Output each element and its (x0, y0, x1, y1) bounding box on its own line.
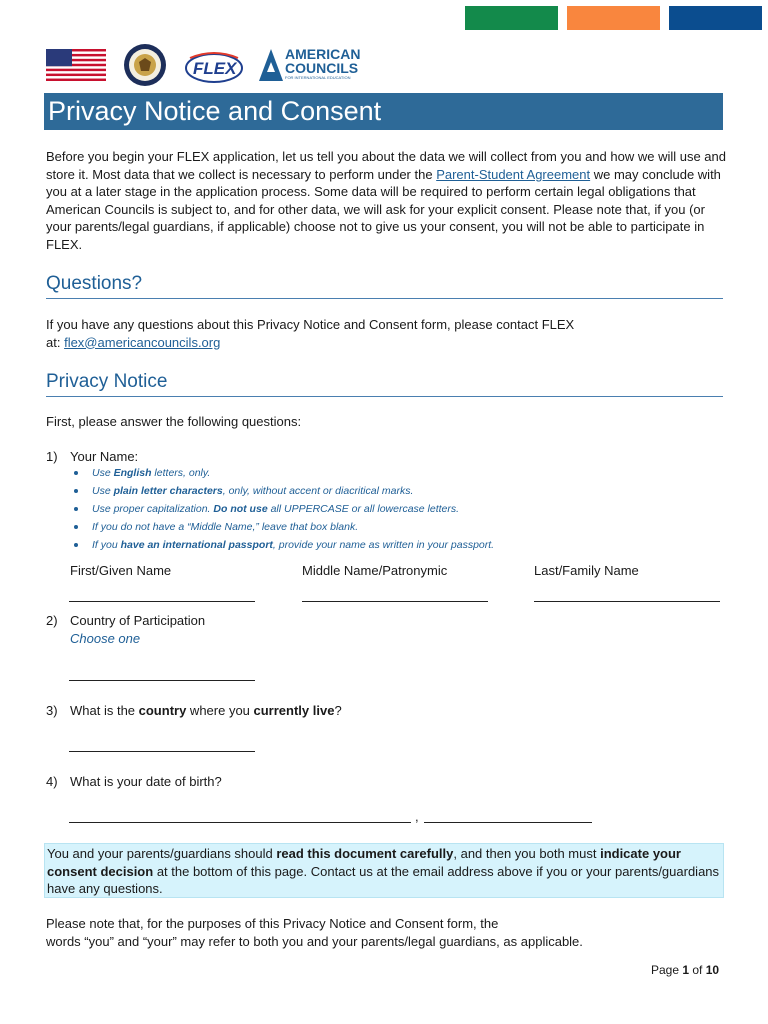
q2-number: 2) (46, 613, 58, 628)
accent-bar-green (465, 6, 558, 30)
consent-highlight-box: You and your parents/guardians should read this document carefully, and then you both must indicate your consent decision at the bottom of this page. Contact us at the email address above if you or your parents/guardians have any questions. (44, 843, 724, 898)
birth-date-field[interactable] (69, 822, 411, 823)
list-item: Use English letters, only. (70, 464, 494, 482)
us-flag-icon (46, 49, 106, 81)
page-number: Page 1 of 10 (651, 963, 720, 977)
q4-number: 4) (46, 774, 58, 789)
list-item: If you do not have a “Middle Name,” leave that box blank. (70, 518, 494, 536)
list-item: If you have an international passport, provide your name as written in your passport. (70, 536, 494, 554)
q3-label: What is the country where you currently live? (70, 703, 342, 718)
first-name-label: First/Given Name (70, 563, 172, 578)
birth-date-separator: , (415, 809, 419, 824)
q1-number: 1) (46, 449, 58, 464)
birth-year-field[interactable] (424, 822, 592, 823)
q4-label: What is your date of birth? (70, 774, 222, 789)
list-item: Use plain letter characters, only, without accent or diacritical marks. (70, 482, 494, 500)
privacy-notice-heading: Privacy Notice (46, 371, 723, 397)
logo-text-councils: COUNCILS (285, 60, 359, 76)
note-line-1: Please note that, for the purposes of this Privacy Notice and Consent form, the (46, 916, 499, 931)
questions-heading: Questions? (46, 273, 723, 299)
accent-bar-blue (669, 6, 762, 30)
american-councils-logo (258, 47, 382, 85)
questions-text: If you have any questions about this Privacy Notice and Consent form, please contact FLEX (46, 317, 575, 332)
flex-logo (184, 50, 244, 84)
privacy-instruction: First, please answer the following questions: (46, 414, 302, 429)
logo-text-american: AMERICAN (285, 46, 361, 62)
middle-name-field[interactable] (302, 601, 488, 602)
note-line-2: words “you” and “your” may refer to both you and your parents/legal guardians, as applicable. (46, 933, 583, 949)
parent-student-agreement-link[interactable]: Parent-Student Agreement (436, 166, 591, 182)
current-country-field[interactable] (69, 751, 255, 752)
q1-label: Your Name: (70, 449, 139, 464)
state-department-seal-icon (123, 43, 167, 87)
definitions-note (46, 915, 726, 950)
country-select[interactable]: Choose one (70, 631, 141, 646)
q2-label: Country of Participation (70, 613, 206, 628)
q3-number: 3) (46, 703, 58, 718)
intro-paragraph (46, 148, 726, 254)
questions-paragraph (46, 316, 726, 351)
last-name-field[interactable] (534, 601, 720, 602)
first-name-field[interactable] (69, 601, 255, 602)
page-title: Privacy Notice and Consent (44, 93, 723, 130)
intro-text-1: Before you begin your FLEX application, let us tell you about the data we will collect from you and how we will use and store it. Most data that we collect is necessary to perform under the (46, 149, 726, 182)
name-rules-list (70, 464, 494, 554)
contact-email-link[interactable]: flex@americancouncils.org (64, 334, 221, 350)
accent-bar-orange (567, 6, 660, 30)
logo-text-tagline: FOR INTERNATIONAL EDUCATION (285, 75, 351, 80)
middle-name-label: Middle Name/Patronymic (302, 563, 448, 578)
last-name-label: Last/Family Name (534, 563, 639, 578)
country-select-underline (69, 680, 255, 681)
questions-at-label: at: (46, 334, 65, 350)
flex-logo-text: FLEX (193, 59, 237, 78)
list-item: Use proper capitalization. Do not use all UPPERCASE or all lowercase letters. (70, 500, 494, 518)
intro-text-2: we may conclude with you at a later stage in the application process. Some data will be required to perform certain legal obligations that American Councils is subject to, and for other data, we will ask for your explicit consent. Please note that, if you (or your parents/legal guardians, if applicable) choose not to give us your consent, you will not be able to participate in FLEX. (46, 166, 721, 252)
